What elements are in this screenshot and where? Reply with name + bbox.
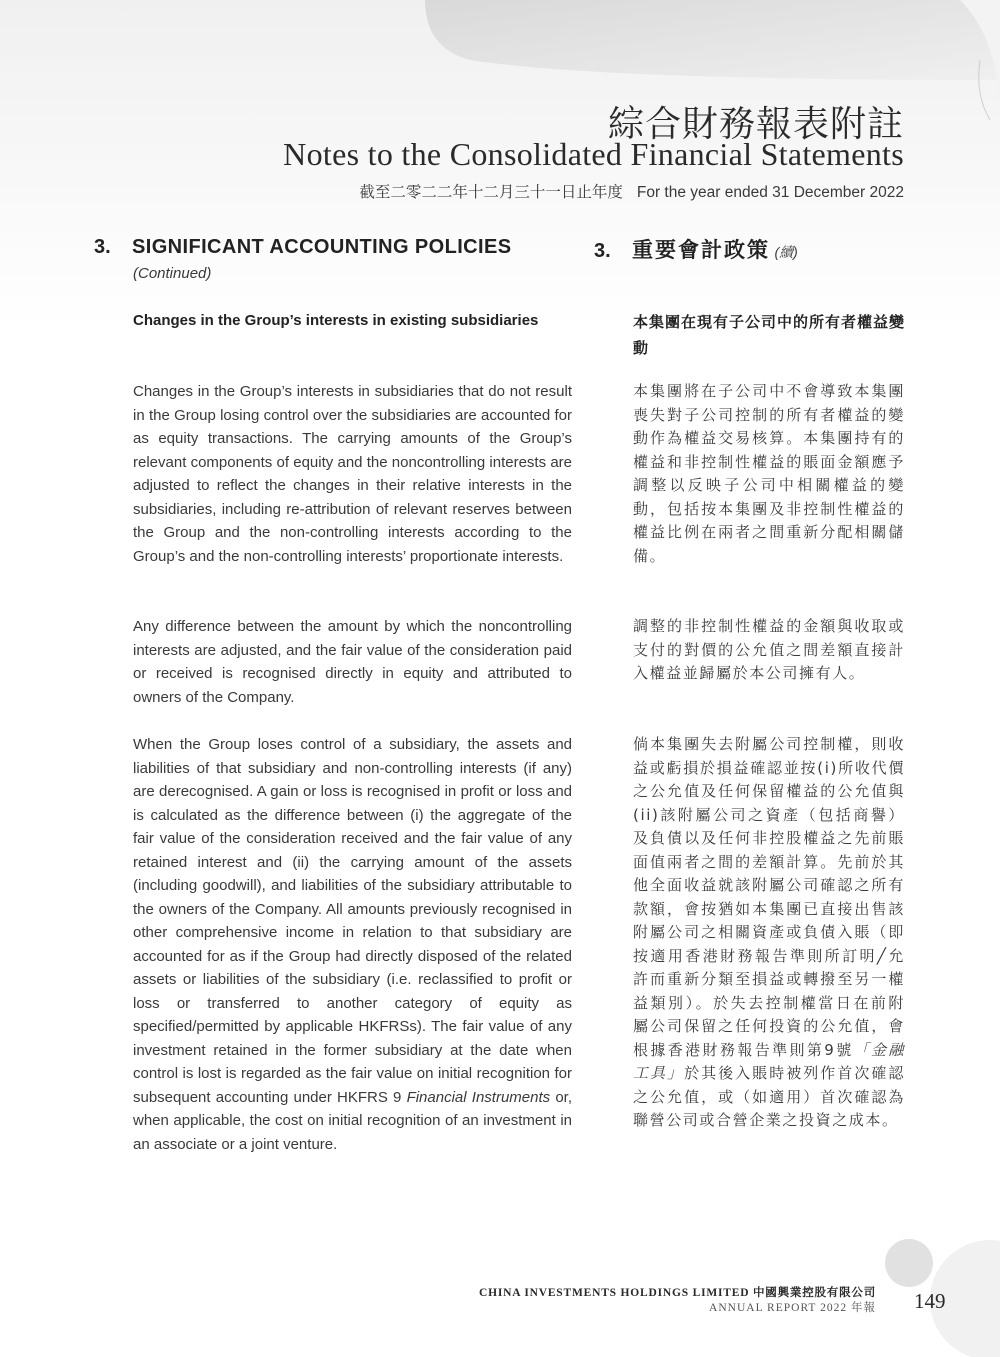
paragraph-en-3-text-end: or, when applicable, the cost on initial recognition of an investment in an associate or a joint venture. bbox=[133, 1088, 572, 1153]
section-title-en: SIGNIFICANT ACCOUNTING POLICIES bbox=[132, 236, 512, 258]
section-continued-zh: (續) bbox=[774, 244, 798, 260]
subheading-en: Changes in the Group’s interests in existing subsidiaries bbox=[133, 312, 539, 329]
paragraph-en-1: Changes in the Group’s interests in subsidiaries that do not result in the Group losing control over the subsidiaries are accounted for as equity transactions. The carrying amounts of the Group’s relevant components of equity and the noncontrolling interests are adjusted to reflect the changes in their relative interests in the subsidiaries, including re-attribution of relevant reserves between the Group and the non-controlling interests according to the Group’s and the non-controlling interests’ proportionate interests. bbox=[133, 383, 572, 565]
subheading-zh: 本集團在現有子公司中的所有者權益變動 bbox=[633, 314, 906, 357]
section-heading-en bbox=[94, 236, 511, 259]
paragraph-en-2: Any difference between the amount by which the noncontrolling interests are adjusted, and the fair value of the consideration paid or received is recognised directly in equity and attributed to owners of the Company. bbox=[133, 618, 572, 706]
paragraph-zh-3-italic: 「金融工具」 bbox=[633, 1040, 905, 1082]
period-en: For the year ended 31 December 2022 bbox=[636, 184, 904, 201]
footer-company-name: CHINA INVESTMENTS HOLDINGS LIMITED 中國興業控股有限公司 bbox=[478, 1287, 876, 1299]
paragraph-zh-1: 本集團將在子公司中不會導致本集團喪失對子公司控制的所有者權益的變動作為權益交易核算。本集團持有的權益和非控制性權益的賬面金額應予調整以反映子公司中相關權益的變動，包括按本集團及非控制性權益的權益比例在兩者之間重新分配相關儲備。 bbox=[633, 382, 905, 565]
paragraph-en-3-italic: Financial Instruments bbox=[406, 1088, 551, 1106]
page-title-en: Notes to the Consolidated Financial Statements bbox=[283, 136, 904, 172]
paragraph-zh-2: 調整的非控制性權益的金額與收取或支付的對價的公允值之間差額直接計入權益並歸屬於本公司擁有人。 bbox=[633, 617, 905, 682]
paragraph-zh-3-text-end: 於其後入賬時被列作首次確認之公允值，或（如適用）首次確認為聯營公司或合營企業之投資之成本。 bbox=[633, 1064, 905, 1129]
page-title-zh: 綜合財務報表附註 bbox=[607, 104, 904, 145]
footer-report-label: ANNUAL REPORT 2022 年報 bbox=[709, 1302, 876, 1314]
paragraph-en-3 bbox=[133, 733, 572, 1156]
section-title-zh: 重要會計政策 bbox=[632, 239, 770, 262]
period-zh: 截至二零二二年十二月三十一日止年度 bbox=[359, 184, 623, 201]
page-number: 149 bbox=[914, 1289, 946, 1313]
paragraph-zh-3 bbox=[633, 733, 905, 1133]
paragraph-en-3-text: When the Group loses control of a subsidiary, the assets and liabilities of that subsidiary and non-controlling interests (if any) are derecognised. A gain or loss is recognised in profit or loss and is calculated as the difference between (i) the aggregate of the fair value of the consideration received and the fair value of any retained interest and (ii) the carrying amount of the assets (including goodwill), and liabilities of the subsidiary attributable to the owners of the Company. All amounts previously recognised in other comprehensive income in relation to that subsidiary are accounted for as if the Group had directly disposed of the related assets or liabilities of the subsidiary (i.e. reclassified to profit or loss or transferred to another category of equity as specified/permitted by applicable HKFRSs). The fair value of any investment retained in the former subsidiary at the date when control is lost is regarded as the fair value on initial recognition for subsequent accounting under HKFRS 9 bbox=[133, 736, 572, 1106]
section-number: 3. bbox=[94, 236, 111, 258]
section-number-zh: 3. bbox=[594, 240, 611, 262]
section-continued-en: (Continued) bbox=[133, 265, 212, 282]
paragraph-zh-3-text: 倘本集團失去附屬公司控制權，則收益或虧損於損益確認並按(i)所收代價之公允值及任何保留權益的公允值與(ii)該附屬公司之資產（包括商譽）及負債以及任何非控股權益之先前賬面值兩者之間的差額計算。先前於其他全面收益就該附屬公司確認之所有款額，會按猶如本集團已直接出售該附屬公司之相關資產或負債入賬（即按適用香港財務報告準則所訂明╱允許而重新分類至損益或轉撥至另一權益類別）。於失去控制權當日在前附屬公司保留之任何投資的公允值，會根據香港財務報告準則第9號 bbox=[633, 735, 905, 1059]
period-line bbox=[359, 180, 904, 202]
section-heading-zh bbox=[594, 234, 798, 264]
